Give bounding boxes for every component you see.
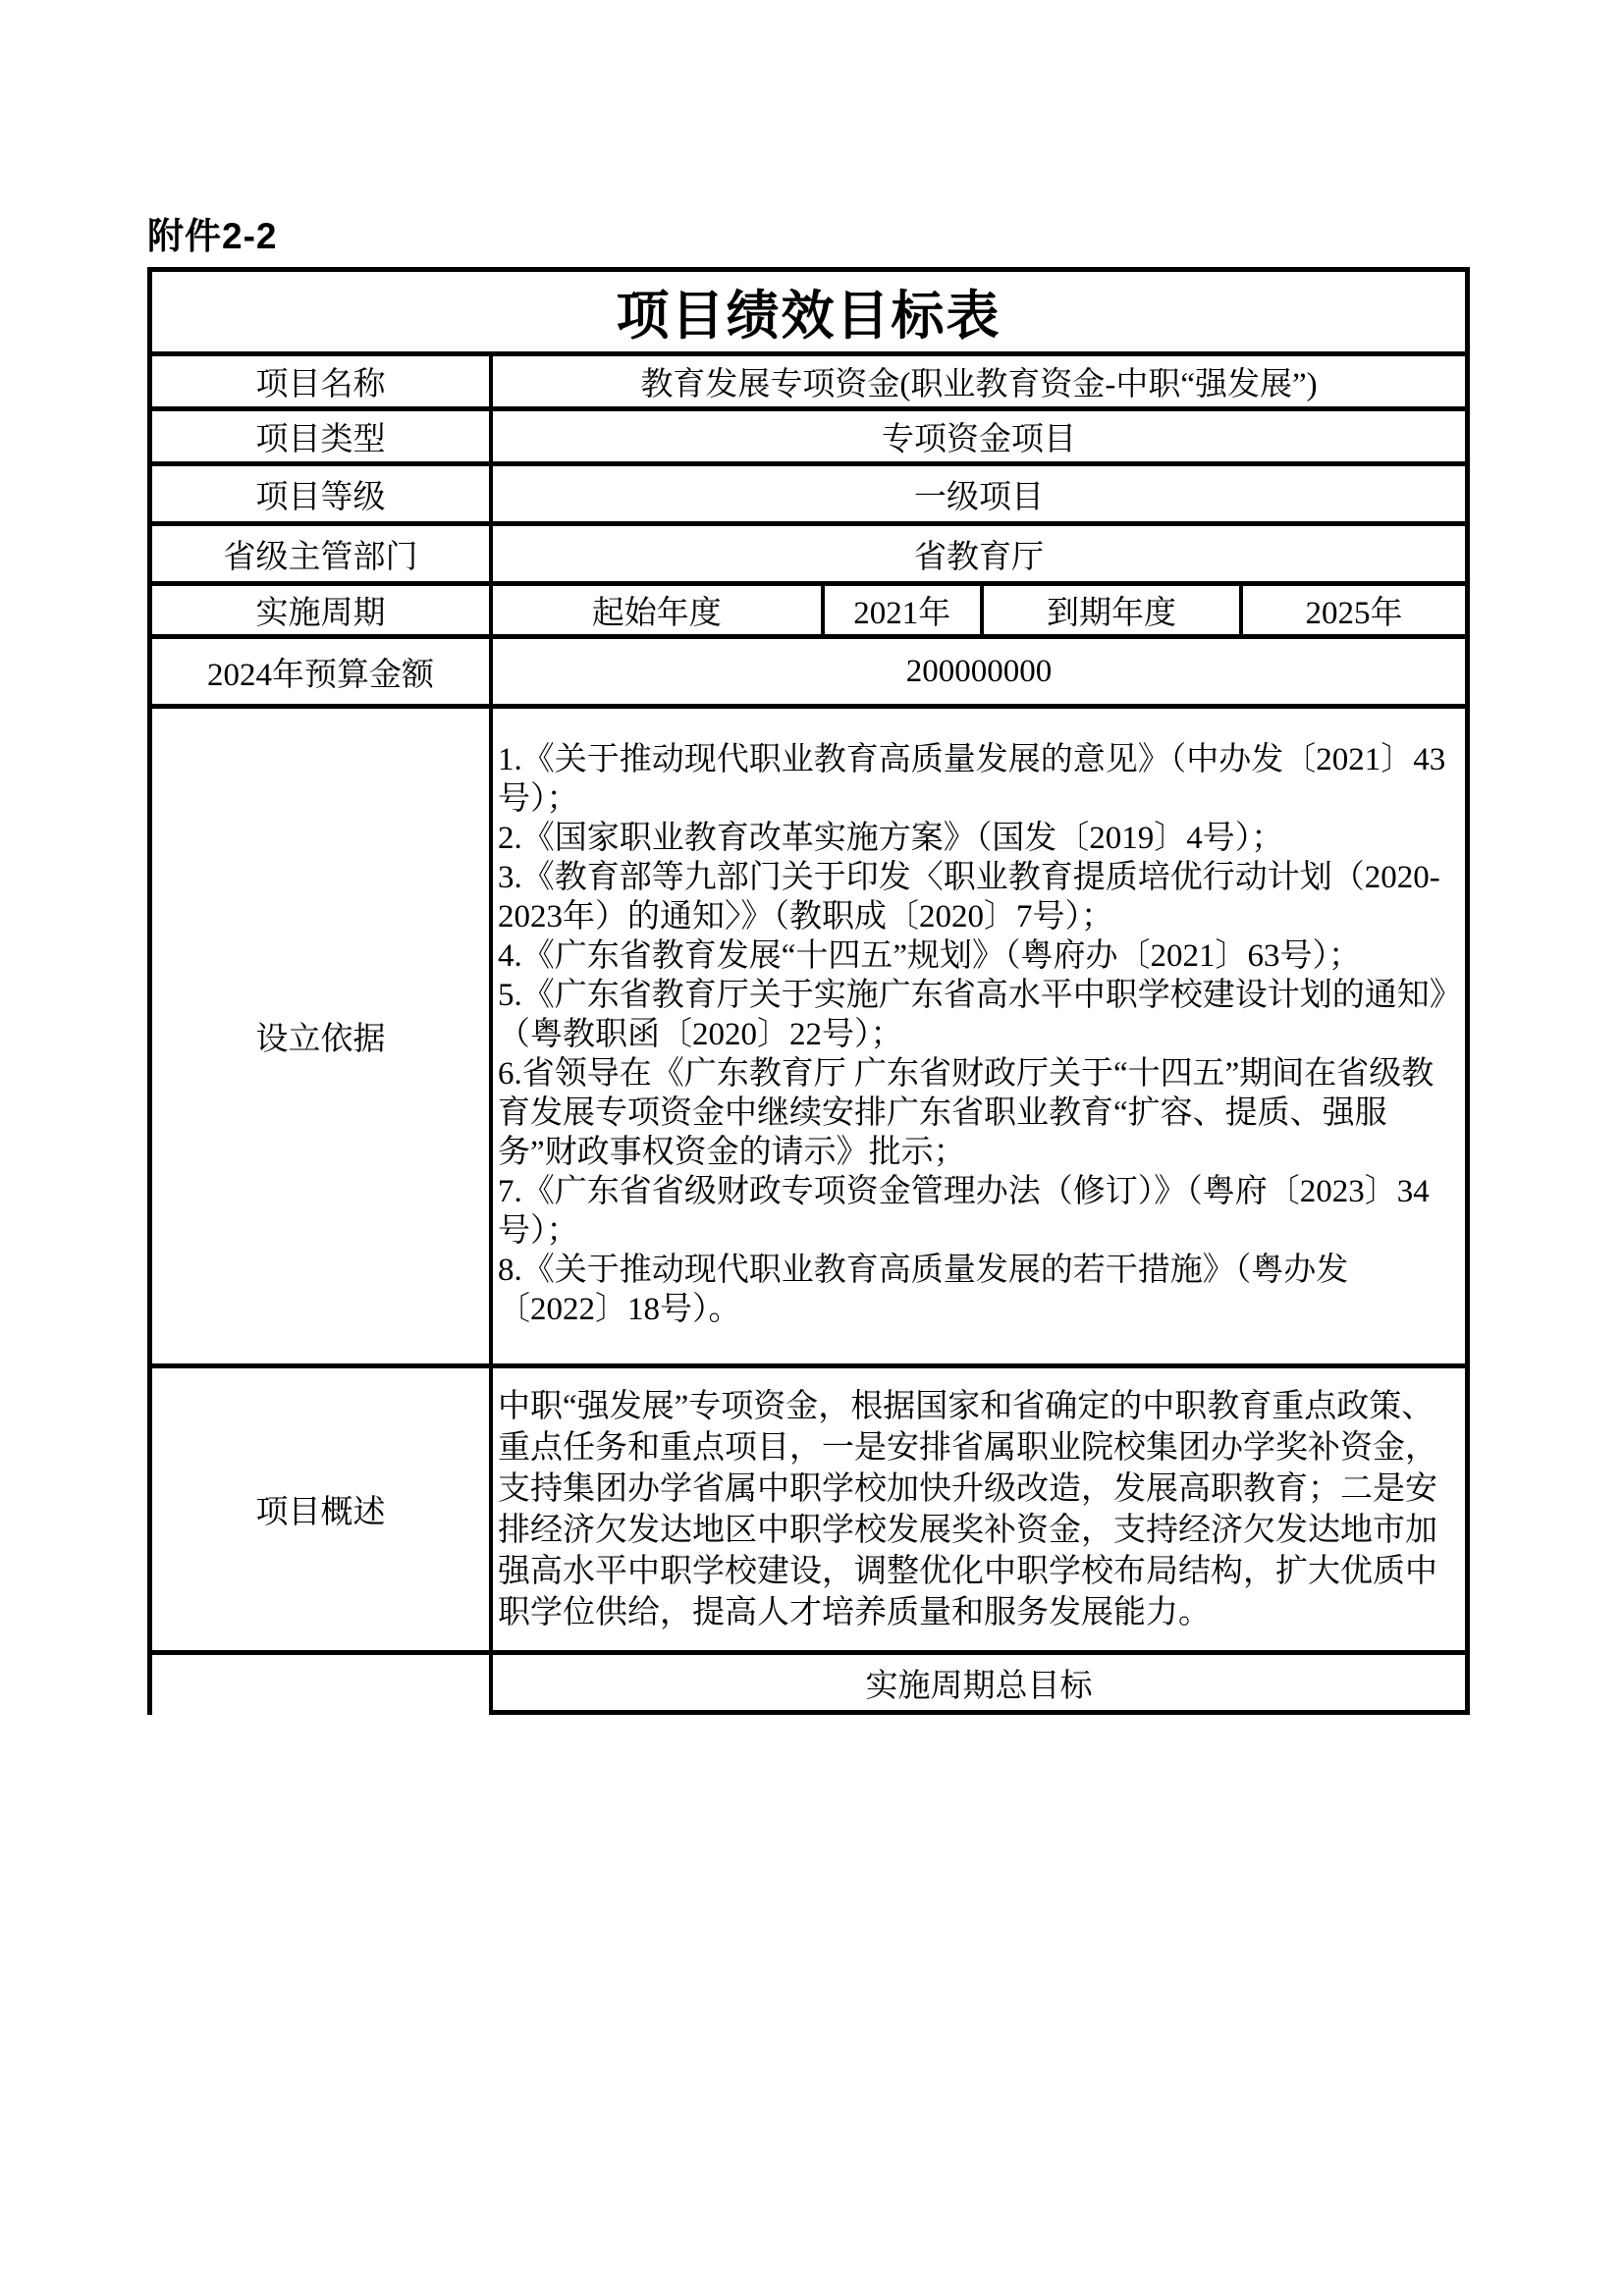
performance-target-table xyxy=(147,267,1470,1715)
basis-item: 7.《广东省省级财政专项资金管理办法（修订）》（粤府〔2023〕34号）； xyxy=(498,1174,1430,1249)
row-basis xyxy=(152,709,1465,1368)
authority-value: 省教育厅 xyxy=(914,539,1044,575)
basis-item: 6.省领导在《广东教育厅 广东省财政厅关于“十四五”期间在省级教育发展专项资金中继续安排广东省职业教育“扩容、提质、强服务”财政事权资金的请示》批示； xyxy=(498,1056,1435,1170)
row-project-name xyxy=(152,356,1465,411)
project-level-label: 项目等级 xyxy=(152,466,493,521)
period-start-value: 2021年 xyxy=(821,586,980,634)
budget-2024-value: 200000000 xyxy=(905,653,1053,689)
row-period xyxy=(152,586,1465,639)
row-project-type xyxy=(152,411,1465,466)
row-period-goal xyxy=(152,1655,1465,1715)
period-label: 实施周期 xyxy=(152,586,493,634)
budget-2024-label: 2024年预算金额 xyxy=(152,639,493,704)
project-name-value: 教育发展专项资金(职业教育资金-中职“强发展”) xyxy=(640,367,1318,402)
table-title: 项目绩效目标表 xyxy=(616,287,1001,346)
basis-item: 4.《广东省教育发展“十四五”规划》（粤府办〔2021〕63号）； xyxy=(498,938,1362,974)
basis-label: 设立依据 xyxy=(152,709,493,1363)
row-overview xyxy=(152,1368,1465,1655)
attachment-label: 附件2-2 xyxy=(147,216,278,256)
overview-text: 中职“强发展”专项资金，根据国家和省确定的中职教育重点政策、重点任务和重点项目，一是安排省属职业院校集团办学奖补资金，支持集团办学省属中职学校加快升级改造，发展高职教育；二是安排经济欠发达地区中职学校发展奖补资金，支持经济欠发达地市加强高水平中职学校建设，调整优化中职学校布局结构，扩大优质中职学位供给，提高人才培养质量和服务发展能力。 xyxy=(498,1388,1437,1630)
basis-item: 3.《教育部等九部门关于印发〈职业教育提质培优行动计划（2020-2023年）的通知〉》（教职成〔2020〕7号）； xyxy=(498,860,1440,934)
overview-label: 项目概述 xyxy=(152,1368,493,1650)
period-end-label: 到期年度 xyxy=(980,586,1239,634)
basis-item: 2.《国家职业教育改革实施方案》（国发〔2019〕4号）； xyxy=(498,821,1284,856)
table-title-row xyxy=(152,272,1465,356)
row-project-level xyxy=(152,466,1465,526)
basis-items xyxy=(493,709,1465,1363)
overview-cell xyxy=(493,1368,1465,1650)
project-name-label: 项目名称 xyxy=(152,356,493,406)
project-level-value: 一级项目 xyxy=(914,479,1044,515)
basis-item: 5.《广东省教育厅关于实施广东省高水平中职学校建设计划的通知》（粤教职函〔2020〕22号）； xyxy=(498,978,1446,1052)
project-type-label: 项目类型 xyxy=(152,411,493,461)
basis-item: 8.《关于推动现代职业教育高质量发展的若干措施》（粤办发〔2022〕18号）。 xyxy=(498,1253,1349,1327)
basis-item: 1.《关于推动现代职业教育高质量发展的意见》（中办发〔2021〕43号）； xyxy=(498,742,1446,817)
period-goal-label-cell xyxy=(152,1655,493,1715)
period-start-label: 起始年度 xyxy=(591,596,722,631)
authority-label: 省级主管部门 xyxy=(152,526,493,581)
row-budget-2024 xyxy=(152,639,1465,709)
project-type-value: 专项资金项目 xyxy=(882,422,1076,457)
period-goal-header: 实施周期总目标 xyxy=(493,1655,1465,1715)
row-authority xyxy=(152,526,1465,586)
period-end-value: 2025年 xyxy=(1239,586,1465,634)
